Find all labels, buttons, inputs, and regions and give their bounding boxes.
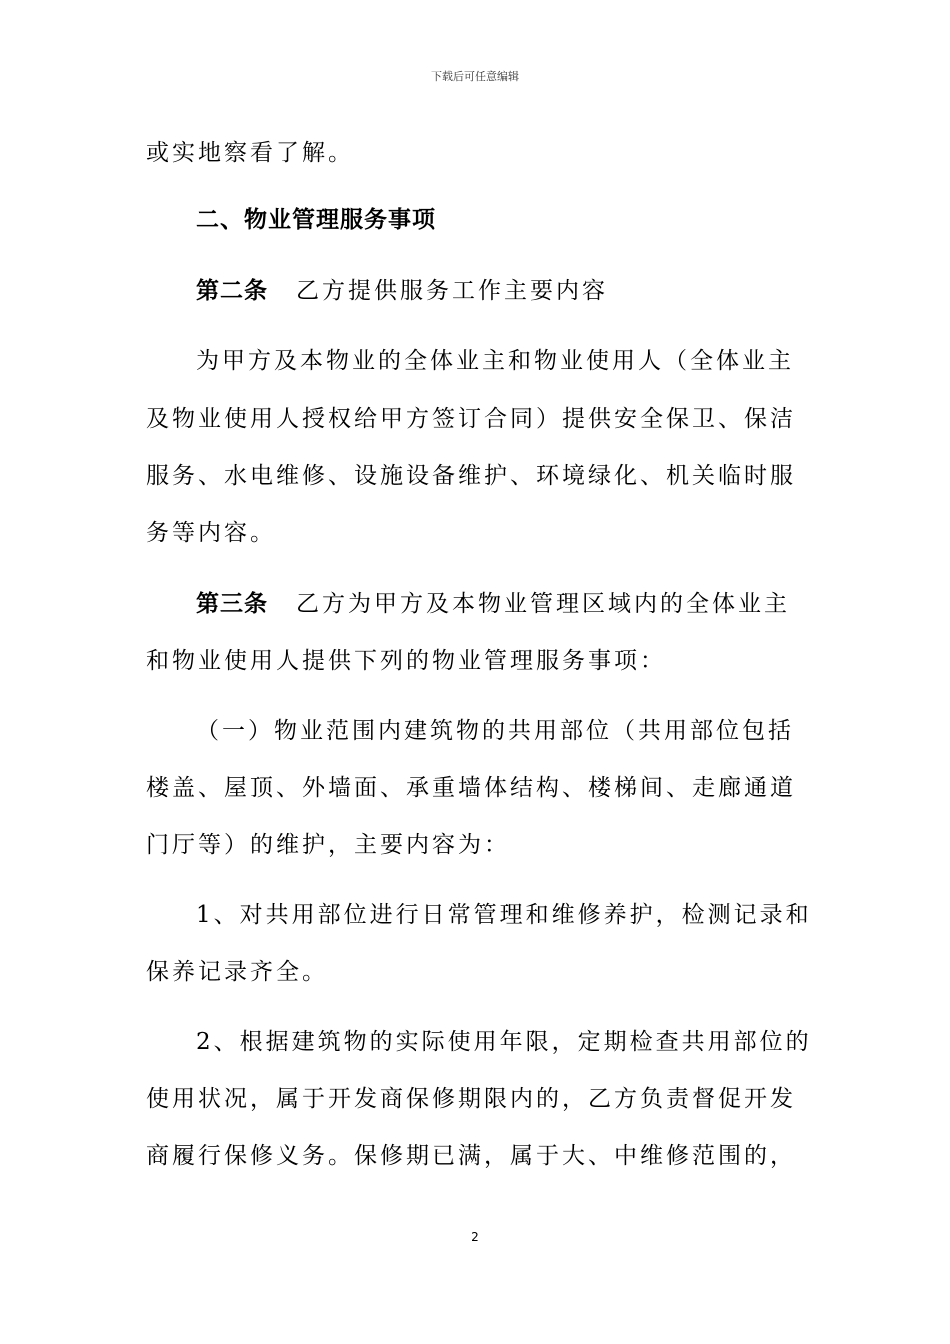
text-line: 保养记录齐全。 [146, 959, 328, 985]
text-line: 和物业使用人提供下列的物业管理服务事项： [146, 648, 666, 674]
article-3-text: 乙方为甲方及本物业管理区域内的全体业主 [296, 591, 790, 617]
article-2-line [196, 276, 608, 306]
article-2-label: 第二条 [196, 278, 268, 304]
text-line: 1、对共用部位进行日常管理和维修养护，检测记录和 [196, 902, 812, 928]
text-line: 及物业使用人授权给甲方签订合同）提供安全保卫、保洁 [146, 406, 796, 432]
text-line: 使用状况，属于开发商保修期限内的，乙方负责督促开发 [146, 1086, 796, 1112]
page-number: 2 [471, 1230, 479, 1244]
text-line: 为甲方及本物业的全体业主和物业使用人（全体业主 [196, 348, 794, 374]
article-2-text: 乙方提供服务工作主要内容 [296, 278, 608, 304]
text-line: 2、根据建筑物的实际使用年限，定期检查共用部位的 [196, 1029, 812, 1055]
article-3-line [196, 589, 790, 619]
article-3-label: 第三条 [196, 591, 268, 617]
text-line: （一）物业范围内建筑物的共用部位（共用部位包括 [196, 718, 794, 744]
text-line: 商履行保修义务。保修期已满，属于大、中维修范围的， [146, 1143, 796, 1169]
page-header-note: 下载后可任意编辑 [431, 70, 519, 83]
text-line: 门厅等）的维护，主要内容为： [146, 832, 510, 858]
text-line: 楼盖、屋顶、外墙面、承重墙体结构、楼梯间、走廊通道 [146, 775, 796, 801]
text-line: 或实地察看了解。 [146, 140, 354, 166]
text-line: 服务、水电维修、设施设备维护、环境绿化、机关临时服 [146, 463, 796, 489]
section-title: 二、物业管理服务事项 [196, 207, 436, 233]
text-line: 务等内容。 [146, 520, 276, 546]
